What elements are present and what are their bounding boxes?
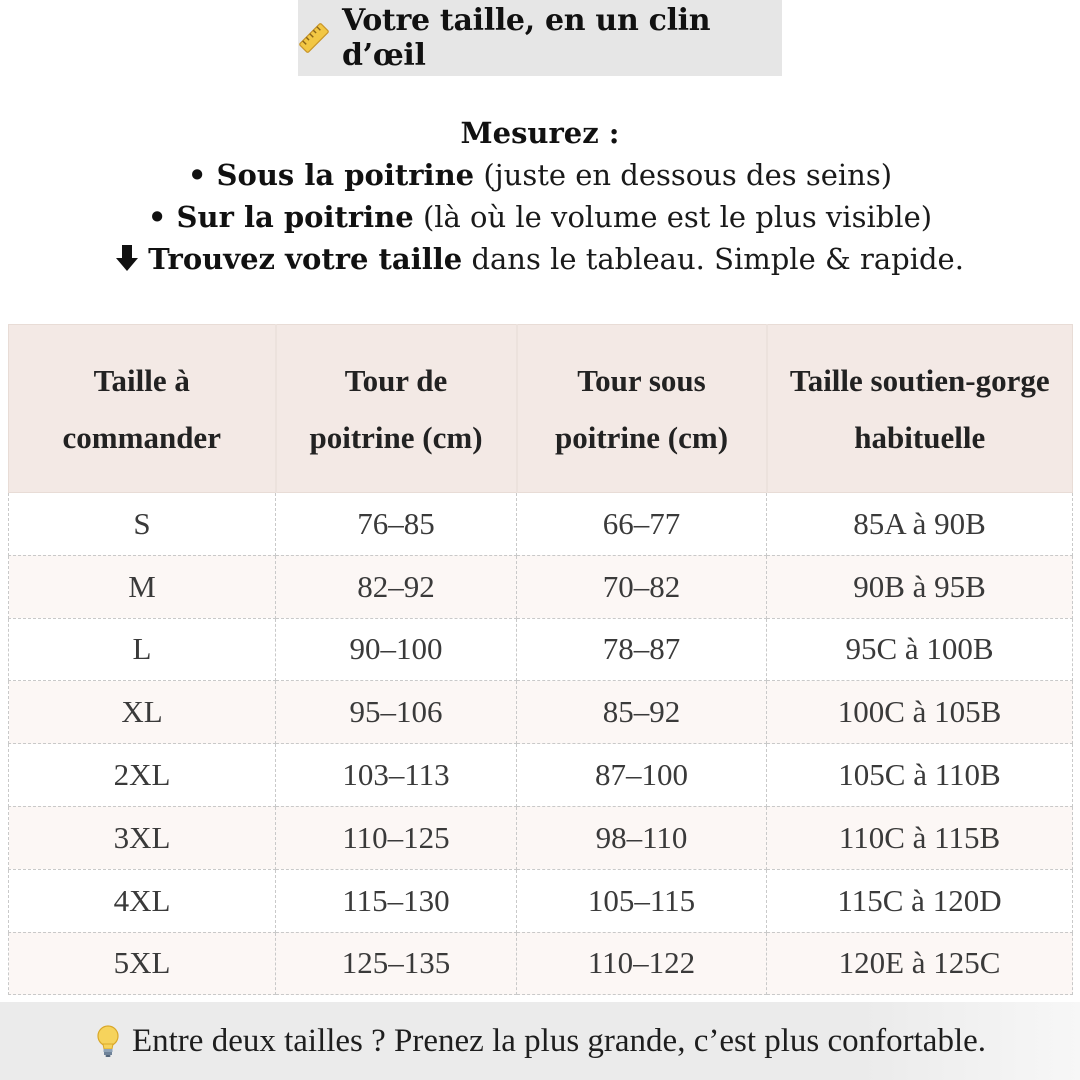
size-cell: 5XL <box>9 932 276 995</box>
instruction-find-size-label: Trouvez votre taille <box>148 242 463 276</box>
table-row <box>9 493 1073 556</box>
underbust-cell: 110–122 <box>517 932 767 995</box>
size-cell: L <box>9 618 276 681</box>
size-cell: S <box>9 493 276 556</box>
size-cell: XL <box>9 681 276 744</box>
bust-cell: 76–85 <box>276 493 517 556</box>
table-row <box>9 744 1073 807</box>
column-header-bust: Tour de poitrine (cm) <box>276 325 517 493</box>
table-row <box>9 806 1073 869</box>
underbust-cell: 78–87 <box>517 618 767 681</box>
lightbulb-icon <box>94 1024 122 1058</box>
underbust-cell: 105–115 <box>517 869 767 932</box>
bra-size-cell: 105C à 110B <box>767 744 1073 807</box>
instruction-over-bust-label: • Sur la poitrine <box>147 200 414 234</box>
bra-size-cell: 90B à 95B <box>767 555 1073 618</box>
instruction-over-bust <box>0 196 1080 238</box>
column-header-underbust: Tour sous poitrine (cm) <box>517 325 767 493</box>
down-arrow-icon <box>116 241 138 269</box>
bust-cell: 115–130 <box>276 869 517 932</box>
footer-tip-text: Entre deux tailles ? Prenez la plus grande, c’est plus confortable. <box>131 1022 987 1059</box>
bust-cell: 110–125 <box>276 806 517 869</box>
table-row <box>9 932 1073 995</box>
instruction-find-size-detail: dans le tableau. Simple & rapide. <box>462 242 964 276</box>
bust-cell: 125–135 <box>276 932 517 995</box>
bust-cell: 95–106 <box>276 681 517 744</box>
underbust-cell: 66–77 <box>517 493 767 556</box>
underbust-cell: 70–82 <box>517 555 767 618</box>
bust-cell: 82–92 <box>276 555 517 618</box>
instruction-under-bust <box>0 154 1080 196</box>
instruction-under-bust-label: • Sous la poitrine <box>187 158 475 192</box>
table-header-row <box>9 325 1073 493</box>
title-banner <box>298 0 782 76</box>
instruction-over-bust-detail: (là où le volume est le plus visible) <box>413 200 933 234</box>
table-row <box>9 555 1073 618</box>
size-table <box>8 324 1073 995</box>
column-header-size: Taille à commander <box>9 325 276 493</box>
size-cell: 4XL <box>9 869 276 932</box>
underbust-cell: 85–92 <box>517 681 767 744</box>
bra-size-cell: 95C à 100B <box>767 618 1073 681</box>
instructions-heading: Mesurez : <box>460 116 620 150</box>
column-header-bra-size: Taille soutien-gorge habituelle <box>767 325 1073 493</box>
size-cell: 3XL <box>9 806 276 869</box>
underbust-cell: 98–110 <box>517 806 767 869</box>
bra-size-cell: 115C à 120D <box>767 869 1073 932</box>
bust-cell: 90–100 <box>276 618 517 681</box>
bust-cell: 103–113 <box>276 744 517 807</box>
bra-size-cell: 110C à 115B <box>767 806 1073 869</box>
size-cell: 2XL <box>9 744 276 807</box>
table-row <box>9 618 1073 681</box>
measure-instructions <box>0 112 1080 280</box>
bra-size-cell: 85A à 90B <box>767 493 1073 556</box>
page-title: Votre taille, en un clin d’œil <box>342 3 711 73</box>
table-row <box>9 869 1073 932</box>
ruler-icon <box>298 22 330 54</box>
bra-size-cell: 100C à 105B <box>767 681 1073 744</box>
instruction-under-bust-detail: (juste en dessous des seins) <box>474 158 893 192</box>
footer-tip <box>0 1002 1080 1080</box>
bra-size-cell: 120E à 125C <box>767 932 1073 995</box>
size-cell: M <box>9 555 276 618</box>
table-row <box>9 681 1073 744</box>
underbust-cell: 87–100 <box>517 744 767 807</box>
instruction-find-size <box>0 238 1080 280</box>
